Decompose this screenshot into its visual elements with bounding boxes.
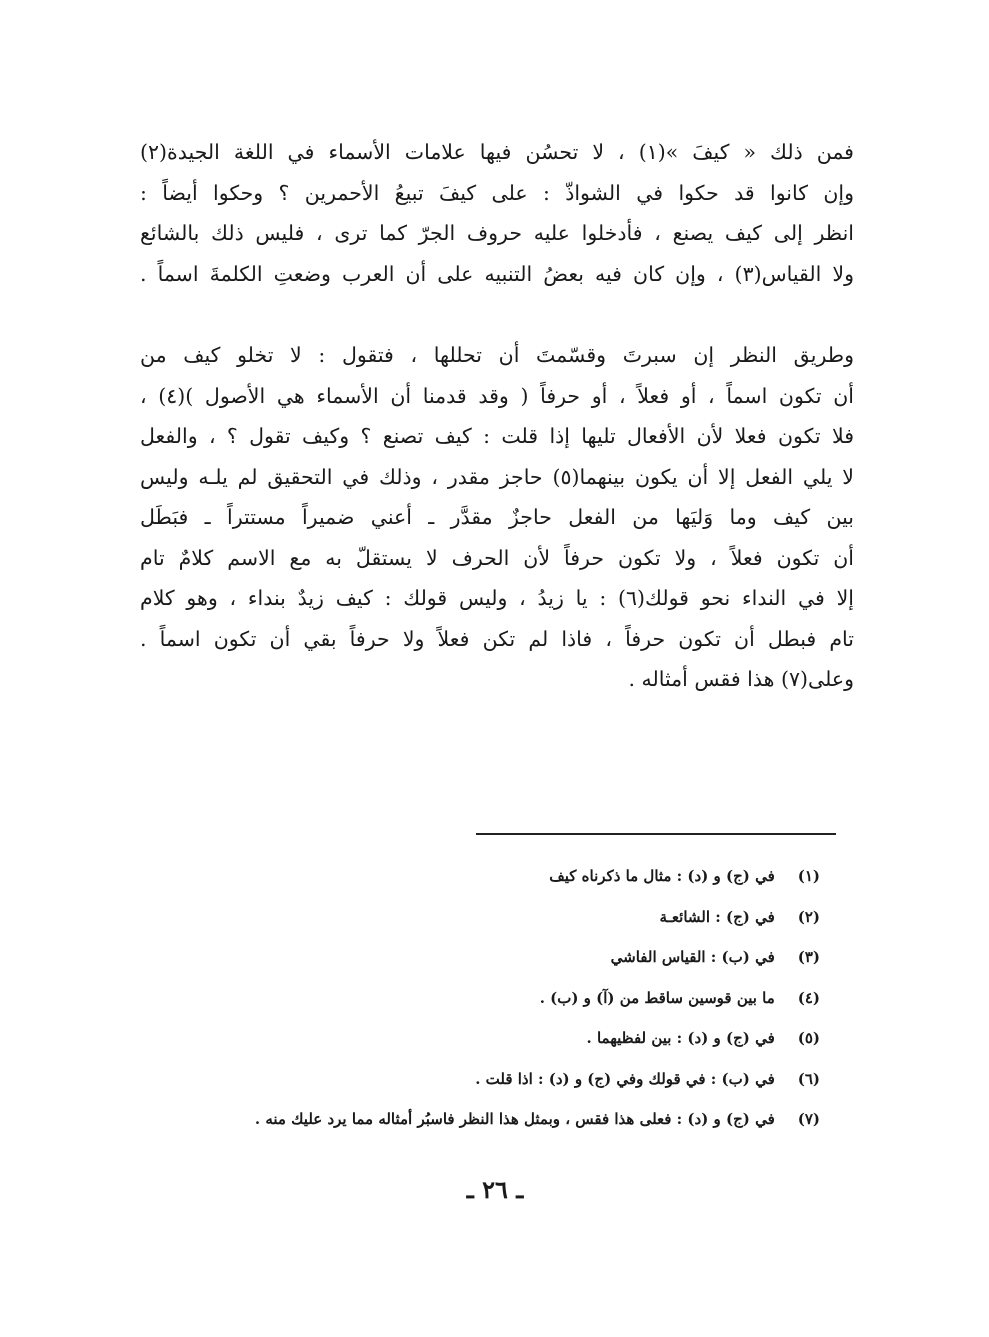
footnote-number: (٧)	[797, 1110, 820, 1128]
text-line: وإن كانوا قد حكوا في الشواذّ : على كيفَ تبيعُ الأحمرين ؟ وحكوا أيضاً :	[140, 180, 854, 205]
footnote-2	[140, 901, 820, 942]
footnote-number: (٢)	[797, 907, 820, 926]
paragraph-1	[140, 132, 854, 294]
text-line: بين كيف وما وَليَها من الفعل حاجزٌ مقدَّر ـ أعني ضميراً مستتراً ـ فبَطَل	[140, 505, 854, 529]
footnote-number: (٦)	[797, 1069, 820, 1088]
text-line: فلا تكون فعلا لأن الأفعال تليها إذا قلت : كيف تصنع ؟ وكيف تقول ؟ ، والفعل	[140, 424, 854, 448]
text-line: لا يلي الفعل إلا أن يكون بينهما(٥) حاجز مقدر ، وذلك في التحقيق لم يلـه وليس	[140, 464, 854, 489]
footnote-7	[140, 1103, 820, 1144]
footnote-text: في (ب) : في قولك وفي (ج) و (د) : اذا قلت .	[475, 1069, 775, 1088]
footnote-3	[140, 941, 820, 982]
text-line: أن تكون فعلاً ، ولا تكون حرفاً لأن الحرف لا يستقلّ به مع الاسم كلامٌ تام	[140, 545, 854, 570]
footnote-divider	[476, 833, 836, 835]
footnote-4	[140, 982, 820, 1023]
footnote-text: في (ج) : الشائعـة	[659, 907, 775, 926]
footnote-text: في (ج) و (د) : بين لفظيهما .	[586, 1029, 775, 1047]
paragraph-2	[140, 335, 854, 700]
text-line: فمن ذلك « كيفَ »(١) ، لا تحسُن فيها علامات الأسماء في اللغة الجيدة(٢)	[140, 140, 854, 164]
text-line: وعلى(٧) هذا فقس أمثاله .	[628, 667, 854, 691]
footnote-number: (٥)	[797, 1029, 820, 1047]
text-line: إلا في النداء نحو قولك(٦) : يا زيدُ ، وليس قولك : كيف زيدٌ بنداء ، وهو كلام	[140, 586, 854, 610]
text-line: وطريق النظر إن سبرتَ وقسّمتَ أن تحللها ، فتقول : لا تخلو كيف من	[140, 343, 854, 367]
text-line: تام فبطل أن تكون حرفاً ، فاذا لم تكن فعلاً ولا حرفاً بقي أن تكون اسماً .	[140, 626, 854, 651]
footnote-number: (٤)	[797, 988, 820, 1007]
footnote-text: في (ب) : القياس الفاشي	[610, 948, 775, 966]
footnote-text: في (ج) و (د) : فعلى هذا فقس ، وبمثل هذا النظر فاسبُر أمثاله مما يرد عليك منه .	[254, 1110, 775, 1128]
footnote-1	[140, 860, 820, 901]
text-line: أن تكون اسماً ، أو فعلاً ، أو حرفاً ( وقد قدمنا أن الأسماء هي الأصول )(٤) ،	[140, 383, 854, 408]
page-number: ـ ٢٦ ـ	[466, 1175, 524, 1204]
footnote-text: في (ج) و (د) : مثال ما ذكرناه كيف	[549, 867, 775, 885]
footnote-number: (٣)	[797, 948, 820, 966]
footnote-text: ما بين قوسين ساقط من (آ) و (ب) .	[539, 988, 775, 1007]
footnotes	[140, 860, 820, 1144]
footnote-5	[140, 1022, 820, 1063]
text-line: ولا القياس(٣) ، وإن كان فيه بعضُ التنبيه على أن العرب وضعتِ الكلمةَ اسماً .	[140, 261, 854, 286]
footnote-6	[140, 1063, 820, 1104]
footnote-number: (١)	[797, 867, 820, 885]
text-line: انظر إلى كيف يصنع ، فأدخلوا عليه حروف الجرّ كما ترى ، فليس ذلك بالشائع	[140, 221, 854, 245]
